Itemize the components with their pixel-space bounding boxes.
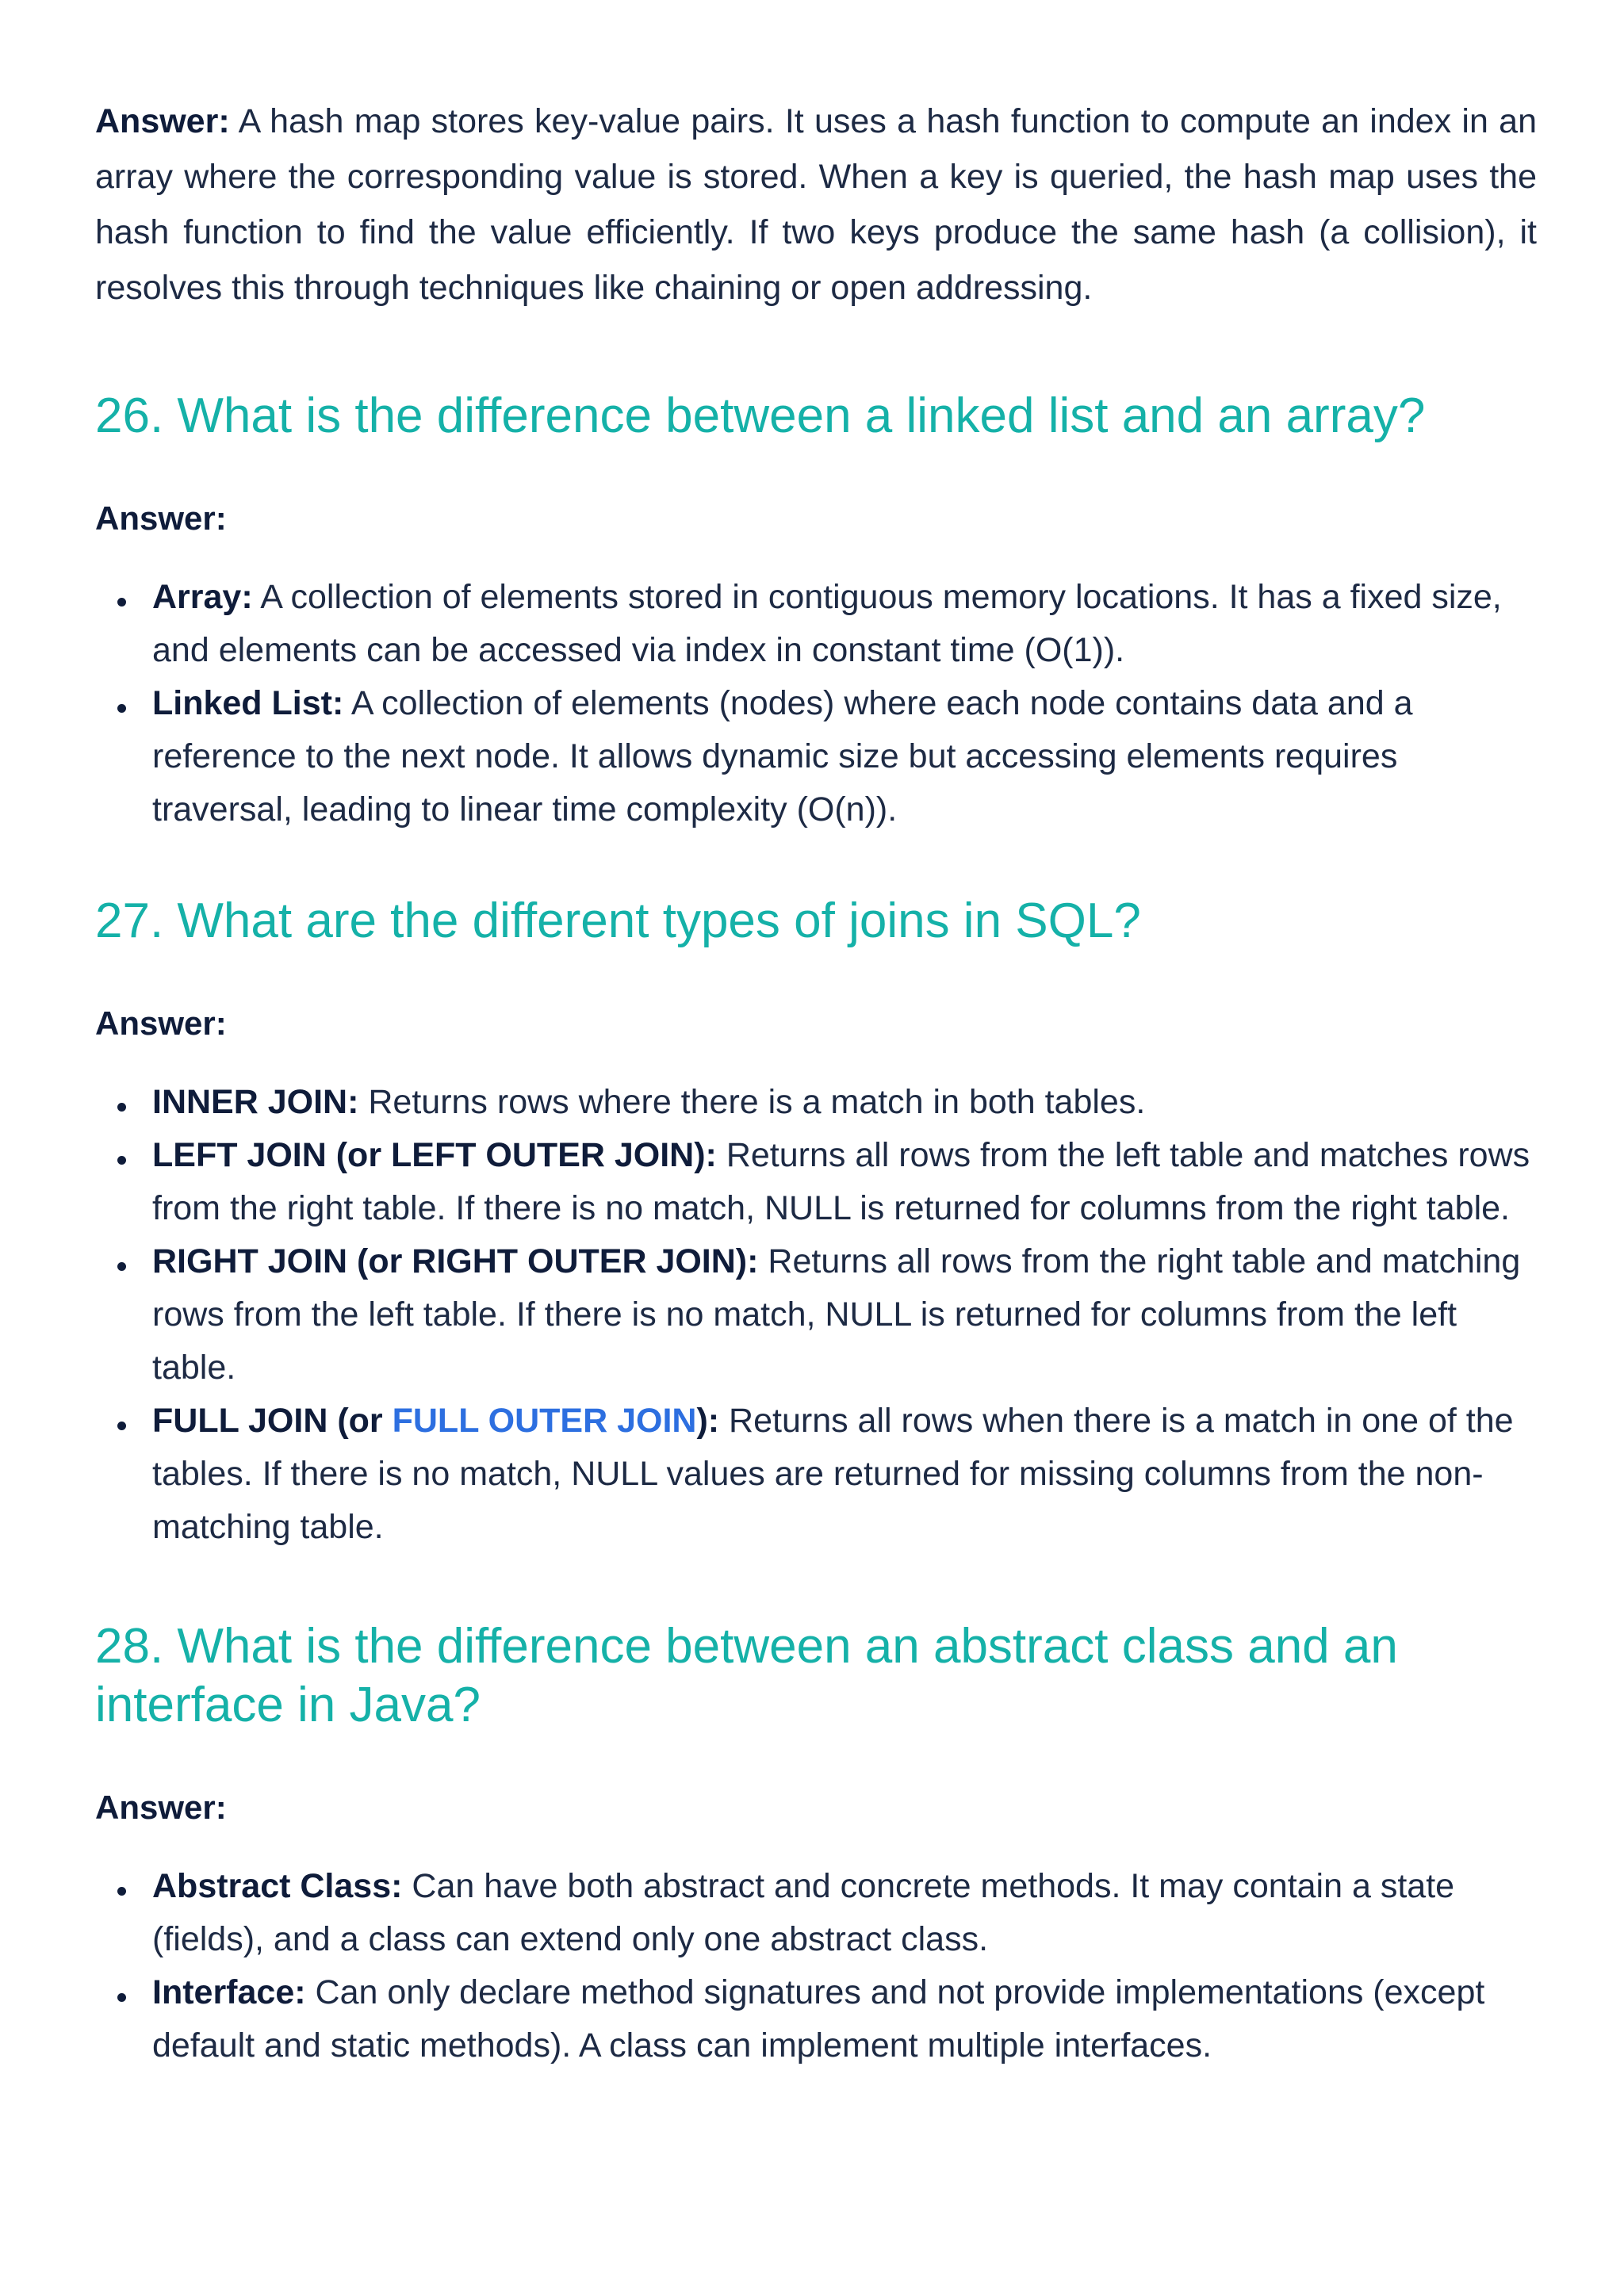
full-outer-join-link[interactable]: FULL OUTER JOIN — [392, 1402, 697, 1440]
list-item-term: Abstract Class: — [152, 1867, 403, 1905]
list-item-term-prefix: FULL JOIN (or — [152, 1402, 393, 1440]
list-item — [95, 1860, 1537, 1966]
list-item — [95, 677, 1537, 836]
list-item-text: A collection of elements (nodes) where each node contains data and a reference to the next node. It allows dynamic size but accessing elements requires traversal, leading to linear time complexity (O(n)). — [152, 684, 1413, 828]
list-item-text: Returns rows where there is a match in both tables. — [358, 1083, 1146, 1121]
bullet-icon — [117, 1422, 126, 1430]
question-27-heading: 27. What are the different types of joins in SQL? — [95, 894, 1141, 948]
bullet-icon — [117, 1156, 126, 1165]
bullet-icon — [117, 1993, 126, 2002]
list-item-term: INNER JOIN: — [152, 1083, 359, 1121]
answer-text: A hash map stores key-value pairs. It uses a hash function to compute an index in an array where the corresponding value is stored. When a key is queried, the hash map uses the hash function to find the value efficiently. If two keys produce the same hash (a collision), it resolves this through techniques like chaining or open addressing. — [95, 102, 1537, 307]
hashmap-answer-paragraph — [95, 94, 1537, 316]
q27-answer-list — [95, 1076, 1537, 1554]
list-item — [95, 1076, 1537, 1129]
question-26-heading: 26. What is the difference between a linked list and an array? — [95, 388, 1426, 443]
list-item-term-suffix: ): — [696, 1402, 720, 1440]
list-item — [95, 1129, 1537, 1235]
list-item-text: A collection of elements stored in contiguous memory locations. It has a fixed size, and elements can be accessed via index in constant time (O(1)). — [152, 578, 1502, 669]
bullet-icon — [117, 704, 126, 713]
list-item-text: Can have both abstract and concrete methods. It may contain a state (fields), and a class can extend only one abstract class. — [152, 1867, 1455, 1958]
list-item-term: Interface: — [152, 1973, 306, 2011]
answer-label: Answer: — [95, 102, 230, 140]
list-item-text: Returns all rows when there is a match in one of the tables. If there is no match, NULL values are returned for missing columns from the non-matching table. — [152, 1402, 1514, 1546]
bullet-icon — [117, 1262, 126, 1271]
bullet-icon — [117, 1887, 126, 1896]
answer-label: Answer: — [95, 1789, 227, 1826]
bullet-icon — [117, 598, 126, 607]
list-item-text: Returns all rows from the left table and matches rows from the right table. If there is no match, NULL is returned for columns from the right table. — [152, 1136, 1530, 1227]
list-item-term: RIGHT JOIN (or RIGHT OUTER JOIN): — [152, 1242, 759, 1280]
bullet-icon — [117, 1103, 126, 1112]
q26-answer-list — [95, 571, 1537, 836]
q28-answer-list — [95, 1860, 1537, 2072]
list-item-term: LEFT JOIN (or LEFT OUTER JOIN): — [152, 1136, 717, 1174]
list-item-term: Linked List: — [152, 684, 344, 722]
list-item-term: Array: — [152, 578, 253, 616]
list-item-text: Can only declare method signatures and not provide implementations (except default and static methods). A class can implement multiple interfaces. — [152, 1973, 1485, 2064]
list-item — [95, 1235, 1537, 1395]
answer-label: Answer: — [95, 499, 227, 537]
list-item-text: Returns all rows from the right table and matching rows from the left table. If there is no match, NULL is returned for columns from the left table. — [152, 1242, 1521, 1387]
answer-label: Answer: — [95, 1004, 227, 1042]
list-item — [95, 571, 1537, 677]
list-item — [95, 1966, 1537, 2072]
list-item — [95, 1395, 1537, 1554]
question-28-heading: 28. What is the difference between an abstract class and an interface in Java? — [95, 1619, 1398, 1732]
